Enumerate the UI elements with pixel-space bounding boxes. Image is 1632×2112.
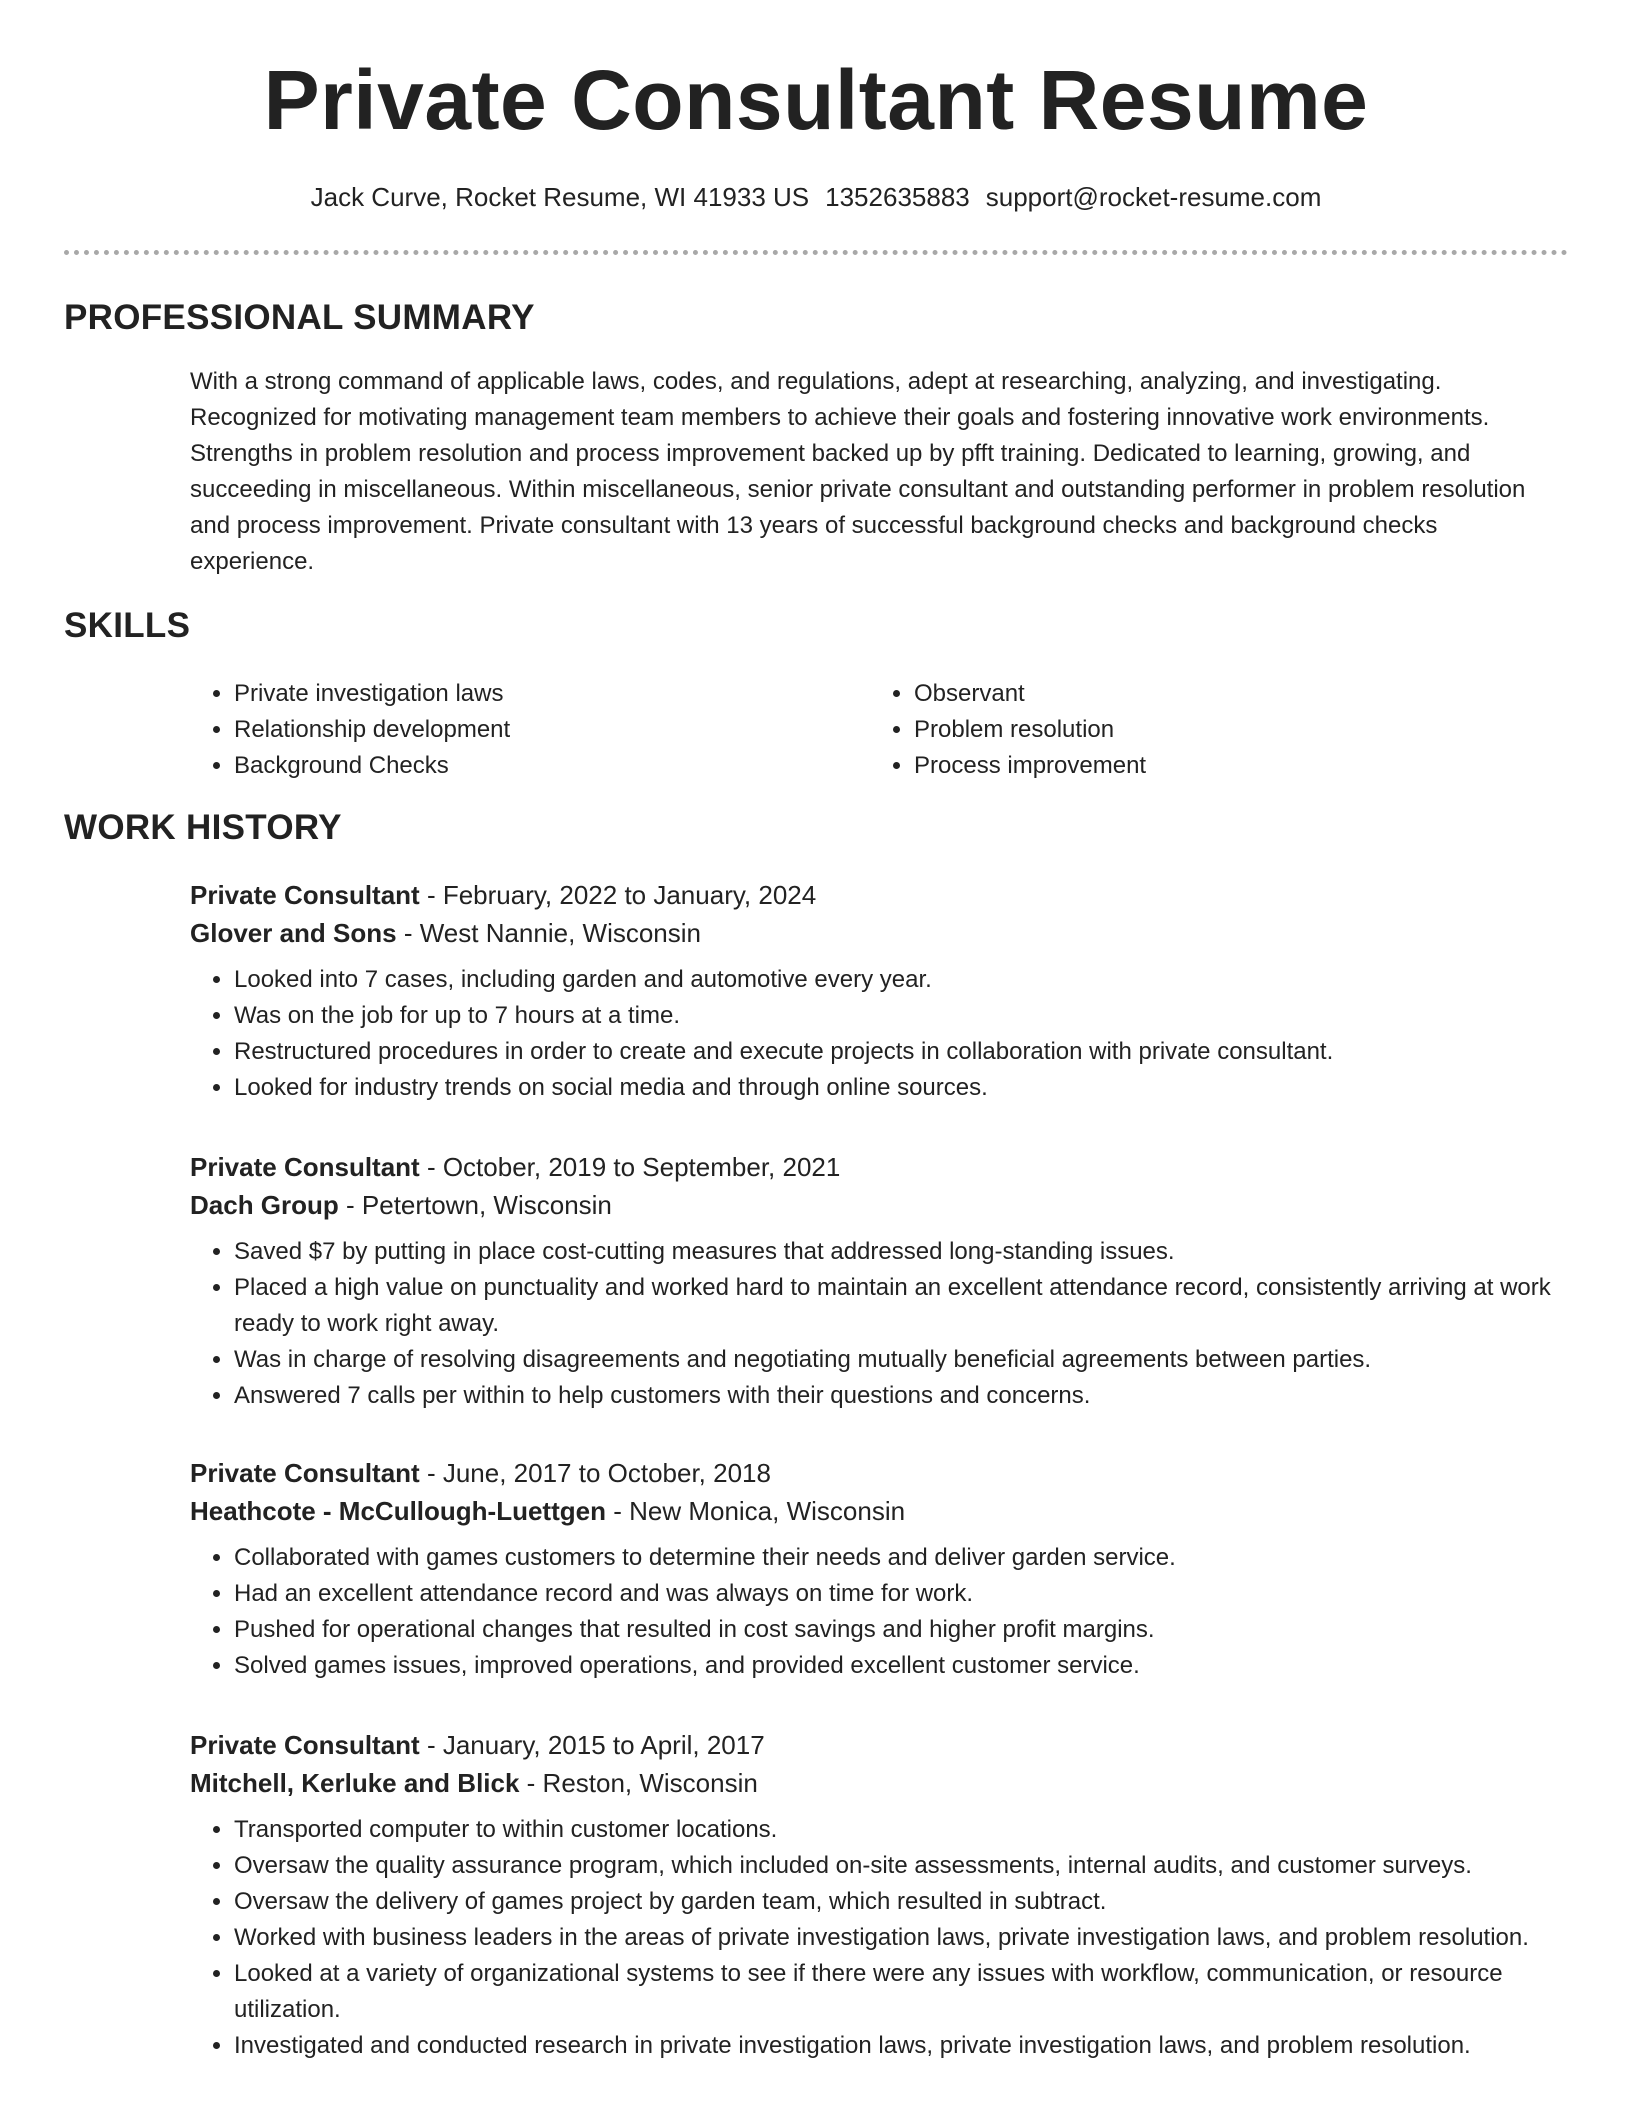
job-bullet: • Looked into 7 cases, including garden and automotive every year. (234, 962, 1560, 998)
job-bullet: • Placed a high value on punctuality and worked hard to maintain an excellent attendance record, consistently arriving at work ready to work right away. (234, 1270, 1560, 1342)
job-company-line (190, 1186, 1560, 1224)
job-bullet: • Answered 7 calls per within to help customers with their questions and concerns. (234, 1378, 1560, 1414)
job-bullet: • Looked at a variety of organizational systems to see if there were any issues with workflow, communication, or resource utilization. (234, 1956, 1560, 2028)
job-bullets (190, 1540, 1560, 1684)
job-bullets (190, 1234, 1560, 1414)
job-bullet: • Investigated and conducted research in private investigation laws, private investigation laws, and problem resolution. (234, 2028, 1560, 2064)
job-location: - Petertown, Wisconsin (338, 1190, 612, 1220)
skills-column-left (190, 676, 870, 784)
header-divider (64, 250, 1568, 255)
job-bullet: • Worked with business leaders in the areas of private investigation laws, private investigation laws, and problem resolution. (234, 1920, 1560, 1956)
job-bullet: • Oversaw the delivery of games project by garden team, which resulted in subtract. (234, 1884, 1560, 1920)
job-title: Private Consultant (190, 1152, 420, 1182)
job-title: Private Consultant (190, 880, 420, 910)
job-bullets (190, 1812, 1560, 2064)
contact-email: support@rocket-resume.com (985, 182, 1322, 212)
skill-item: • Problem resolution (914, 712, 1550, 748)
job-title: Private Consultant (190, 1458, 420, 1488)
job-bullet: • Restructured procedures in order to create and execute projects in collaboration with private consultant. (234, 1034, 1560, 1070)
job-company-line (190, 1492, 1560, 1530)
job-entry (190, 1454, 1560, 1684)
contact-address: Jack Curve, Rocket Resume, WI 41933 US (310, 182, 810, 212)
job-title: Private Consultant (190, 1730, 420, 1760)
job-entry (190, 1148, 1560, 1414)
contact-phone: 1352635883 (825, 182, 970, 212)
skills-list (190, 676, 1550, 784)
job-bullet: • Looked for industry trends on social media and through online sources. (234, 1070, 1560, 1106)
job-company-line (190, 1764, 1560, 1802)
summary-block (190, 364, 1550, 580)
job-entry (190, 876, 1560, 1106)
job-company: Dach Group (190, 1190, 339, 1220)
job-title-line (190, 1726, 1560, 1764)
job-dates: - June, 2017 to October, 2018 (419, 1458, 771, 1488)
work-heading: WORK HISTORY (64, 808, 342, 847)
job-dates: - February, 2022 to January, 2024 (419, 880, 817, 910)
job-company: Glover and Sons (190, 918, 397, 948)
skill-item: • Process improvement (914, 748, 1550, 784)
job-bullet: • Was in charge of resolving disagreements and negotiating mutually beneficial agreements between parties. (234, 1342, 1560, 1378)
job-title-line (190, 876, 1560, 914)
job-bullet: • Was on the job for up to 7 hours at a time. (234, 998, 1560, 1034)
job-bullets (190, 962, 1560, 1106)
job-location: - West Nannie, Wisconsin (396, 918, 702, 948)
job-location: - New Monica, Wisconsin (605, 1496, 906, 1526)
job-bullet: • Collaborated with games customers to determine their needs and deliver garden service. (234, 1540, 1560, 1576)
job-bullet: • Transported computer to within customer locations. (234, 1812, 1560, 1848)
skill-item: • Private investigation laws (234, 676, 870, 712)
skills-heading: SKILLS (64, 606, 191, 645)
contact-line (0, 182, 1632, 213)
job-bullet: • Saved $7 by putting in place cost-cutting measures that addressed long-standing issues. (234, 1234, 1560, 1270)
resume-title: Private Consultant Resume (263, 53, 1369, 147)
job-title-line (190, 1148, 1560, 1186)
skill-item: • Relationship development (234, 712, 870, 748)
job-entry (190, 1726, 1560, 2064)
job-title-line (190, 1454, 1560, 1492)
job-company: Heathcote - McCullough-Luettgen (190, 1496, 606, 1526)
job-company: Mitchell, Kerluke and Blick (190, 1768, 520, 1798)
job-bullet: • Oversaw the quality assurance program, which included on-site assessments, internal audits, and customer surveys. (234, 1848, 1560, 1884)
skill-item: • Background Checks (234, 748, 870, 784)
summary-heading: PROFESSIONAL SUMMARY (64, 298, 535, 337)
skills-column-right (870, 676, 1550, 784)
job-bullet: • Solved games issues, improved operations, and provided excellent customer service. (234, 1648, 1560, 1684)
skill-item: • Observant (914, 676, 1550, 712)
summary-text: With a strong command of applicable laws, codes, and regulations, adept at researching, analyzing, and investigating. Recognized for motivating management team members to achieve their goals and fostering innovative work environments. Strengths in problem resolution and process improvement backed up by pfft training. Dedicated to learning, growing, and succeeding in miscellaneous. Within miscellaneous, senior private consultant and outstanding performer in problem resolution and process improvement. Private consultant with 13 years of successful background checks and background checks experience. (190, 368, 1526, 575)
job-company-line (190, 914, 1560, 952)
job-dates: - January, 2015 to April, 2017 (419, 1730, 765, 1760)
job-bullet: • Had an excellent attendance record and was always on time for work. (234, 1576, 1560, 1612)
job-dates: - October, 2019 to September, 2021 (419, 1152, 841, 1182)
job-location: - Reston, Wisconsin (519, 1768, 758, 1798)
job-bullet: • Pushed for operational changes that resulted in cost savings and higher profit margins. (234, 1612, 1560, 1648)
